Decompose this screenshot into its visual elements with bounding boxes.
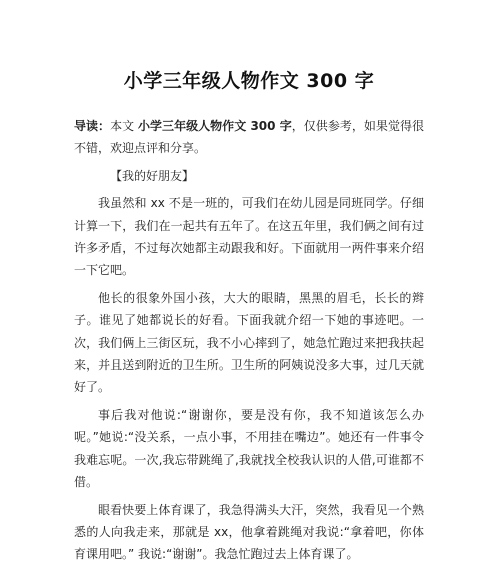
- paragraph-1: 我虽然和 xx 不是一班的，可我们在幼儿园是同班同学。仔细计算一下，我们在一起共有五年了。在这五年里，我们俩之间有过许多矛盾，不过每次她都主动跟我和好。下面就用一两件事来介绍一下它吧。: [74, 196, 424, 278]
- lead-paragraph: [74, 115, 424, 160]
- paragraph-2: 他长的很象外国小孩，大大的眼睛，黑黑的眉毛，长长的辫子。谁见了她都说长的好看。下面我就介绍一下她的事迹吧。一次，我们俩上三街区玩，我不小心摔到了，她急忙跑过来把我扶起来，并且送到附近的卫生所。卫生所的阿姨说没多大事，过几天就好了。: [74, 290, 424, 395]
- lead-label: 导读：: [74, 119, 111, 133]
- paragraph-4: 眼看快要上体育课了，我急得满头大汗，突然，我看见一个熟悉的人向我走来，那就是 xx，他拿着跳绳对我说:“拿着吧，你体育课用吧。” 我说:“谢谢”。我急忙跑过去上体育课了。: [74, 502, 424, 562]
- section-heading: 【我的好朋友】: [110, 168, 195, 183]
- lead-suffix: ，仅供参考，如果觉得很不错，欢迎点评和分享。: [74, 119, 424, 156]
- page-title: 小学三年级人物作文 300 字: [123, 70, 375, 92]
- article-body: [74, 115, 424, 571]
- lead-prefix: 本文: [110, 119, 138, 133]
- lead-article-title: 小学三年级人物作文 300 字: [138, 119, 292, 133]
- paragraph-3: 事后我对他说:“谢谢你，要是没有你，我不知道该怎么办呢。”她说:“没关系，一点小事，不用挂在嘴边”。她还有一件事令我难忘呢。一次,我忘带跳绳了,我就找全校我认识的人借,可谁都不借。: [74, 407, 424, 490]
